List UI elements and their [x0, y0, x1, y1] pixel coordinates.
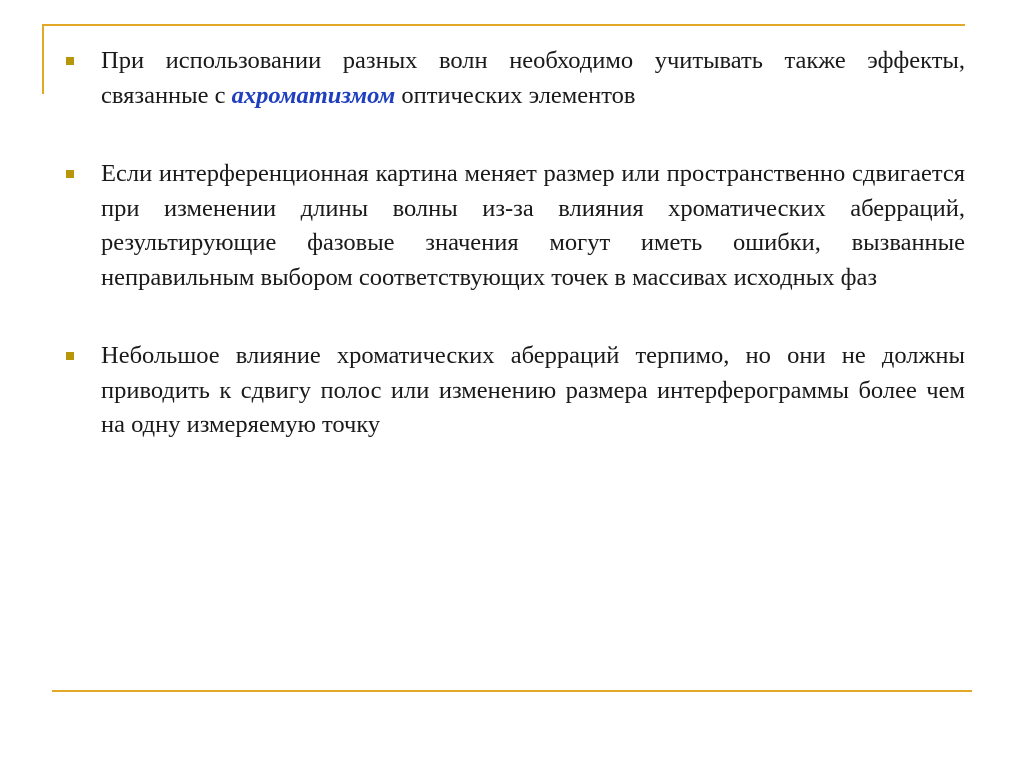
top-rule: [42, 24, 965, 26]
bullet-text: Если интерференционная картина меняет размер или пространственно сдвигается при изменении длины волны из-за влияния хроматических аберраций, результирующие фазовые значения могут иметь ошибки, вызванные неправильным выбором соответствующих точек в массивах исходных фаз: [101, 160, 965, 291]
bullet-item: [66, 339, 965, 443]
highlighted-term: ахроматизмом: [231, 81, 396, 109]
left-rule: [42, 24, 44, 94]
bullet-text-end: оптических элементов: [395, 81, 636, 109]
square-bullet-icon: [66, 57, 74, 65]
bullet-text-start: При использовании разных волн необходимо учитывать также эффекты, связанные с: [101, 47, 965, 109]
bullet-item: [66, 157, 965, 295]
square-bullet-icon: [66, 170, 74, 178]
bullet-item: [66, 44, 965, 113]
square-bullet-icon: [66, 352, 74, 360]
bullet-text: Небольшое влияние хроматических аберраций терпимо, но они не должны приводить к сдвигу полос или изменению размера интерферограммы более чем на одну измеряемую точку: [101, 342, 965, 438]
bottom-rule: [52, 690, 972, 692]
bullet-list: [66, 44, 965, 443]
